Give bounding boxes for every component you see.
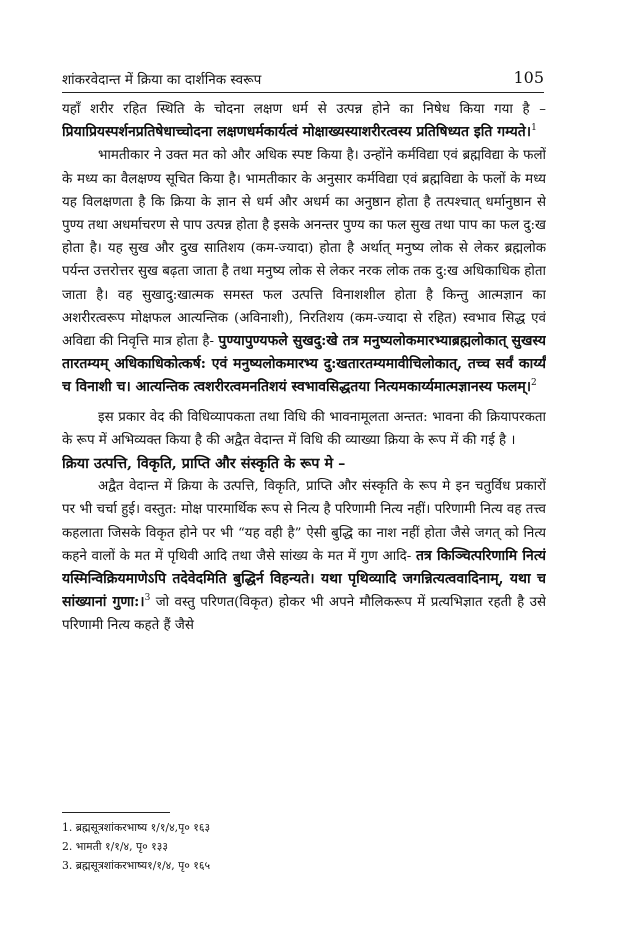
footnote-marker: 1 bbox=[531, 123, 537, 134]
sanskrit-quote: तत्र किञ्चित्परिणामि नित्यं यस्मिन्विक्रियमाणेऽपि तदेवेदमिति बुद्धिर्न विहन्यते। यथा पृथिव्यादि जगन्नित्यत्ववादिनाम्, यथा च सांख्यानां गुणा:। bbox=[62, 547, 546, 611]
footnotes bbox=[62, 818, 546, 875]
paragraph-text: अद्वैत वेदान्त में क्रिया के उत्पत्ति, विकृति, प्राप्ति और संस्कृति के रूप मे इन चतुर्विध प्रकारों पर भी चर्चा हुई। वस्तुत: मोक्ष पारमार्थिक रूप से नित्य है परिणामी नित्य नहीं। परिणामी नित्य वह तत्त्व कहलाता जिसके विकृत होने पर भी “यह वही है” ऐसी बुद्धि का नाश नहीं होता जैसे जगत् को नित्य कहने वालों के मत में पृथिवी आदि तथा जैसे सांख्य के मत में गुण आदि- bbox=[62, 479, 546, 564]
footnote: 1. ब्रह्मसूत्रशांकरभाष्य १/१/४,पृ० १६३ bbox=[62, 821, 211, 834]
paragraph-text: इस प्रकार वेद की विधिव्यापकता तथा विधि की भावनामूलता अन्तत: भावना की क्रियापरकता के रूप में अभिव्यक्त किया है की अद्वैत वेदान्त में विधि की व्याख्या क्रिया के रूप में की गई है । bbox=[62, 409, 546, 448]
sanskrit-quote: प्रियाप्रियस्पर्शनप्रतिषेधाच्चोदना लक्षणधर्मकार्यत्वं मोक्षाख्यस्याशरीरत्वस्य प्रतिषिध्यत इति गम्यते। bbox=[62, 124, 532, 141]
page-number: 105 bbox=[513, 68, 544, 87]
footnote-marker: 3 bbox=[144, 593, 151, 604]
paragraph bbox=[62, 144, 546, 399]
paragraph-text: भामतीकार ने उक्त मत को और अधिक स्पष्ट किया है। उन्होंने कर्मविद्या एवं ब्रह्मविद्या के फलों के मध्य का वैलक्षण्य सूचित किया है। भामतीकार के अनुसार कर्मविद्या एवं ब्रह्मविद्या के फलों के मध्य यह विलक्षणता है कि क्रिया के ज्ञान से धर्म और अधर्म का अनुष्ठान होता है तत्पश्चात् धर्मानुष्ठान से पुण्य तथा अधर्माचरण से पाप उत्पन्न होता है इसके अनन्तर पुण्य का फल सुख तथा पाप का फल दु:ख होता है। यह सुख और दुख सातिशय (कम-ज्यादा) होता है अर्थात् मनुष्य लोक से लेकर ब्रह्मलोक पर्यन्त उत्तरोत्तर सुख बढ़ता जाता है तथा मनुष्य लोक से लेकर नरक लोक तक दु:ख अधिकाधिक होता जाता है। वह सुखादु:खात्मक समस्त फल उत्पत्ति विनाशशील होता है किन्तु आत्मज्ञान का अशरीरत्वरूप मोक्षफल आत्यन्तिक (अविनाशी), निरतिशय (कम-ज्यादा से रहित) स्वभाव सिद्ध एवं अविद्या की निवृत्ति मात्र होता है- bbox=[62, 148, 546, 350]
paragraph-text: यहाँ शरीर रहित स्थिति के चोदना लक्षण धर्म से उत्पन्न होने का निषेध किया गया है – bbox=[62, 102, 546, 117]
footnote: 3. ब्रह्मसूत्रशांकरभाष्य१/१/४, पृ० १६५ bbox=[62, 859, 211, 872]
body-text bbox=[62, 98, 546, 798]
footnote: 2. भामती १/१/४, पृ० १३३ bbox=[62, 840, 168, 853]
paragraph-text: जो वस्तु परिणत(विकृत) होकर भी अपने मौलिकरूप में प्रत्यभिज्ञात रहती है उसे परिणामी नित्य कहते हैं जैसे bbox=[62, 595, 546, 634]
paragraph bbox=[62, 475, 546, 637]
paragraph bbox=[62, 406, 546, 452]
sanskrit-quote: पुण्यापुण्यफले सुखदु:खे तत्र मनुष्यलोकमारभ्याब्रह्मलोकात् सुखस्य तारतम्यम् अधिकाधिकोत्कर्ष: एवं मनुष्यलोकमारभ्य दु:खतारतम्यमावीचिलोकात्, तच्च सर्वं कार्य्यं च विनाशी च। आत्यन्तिक त्वशरीरत्वमनतिशयं स्वभावसिद्धतया नित्यमकार्य्यमात्मज्ञानस्य फलम्। bbox=[62, 333, 546, 396]
section-heading: क्रिया उत्पत्ति, विकृति, प्राप्ति और संस्कृति के रूप मे – bbox=[62, 455, 346, 473]
running-header bbox=[62, 68, 544, 93]
header-title: शांकरवेदान्त में क्रिया का दार्शनिक स्वरूप bbox=[62, 72, 262, 88]
paragraph bbox=[62, 98, 546, 144]
footnote-marker: 2 bbox=[531, 378, 537, 389]
footnote-rule bbox=[62, 812, 170, 813]
